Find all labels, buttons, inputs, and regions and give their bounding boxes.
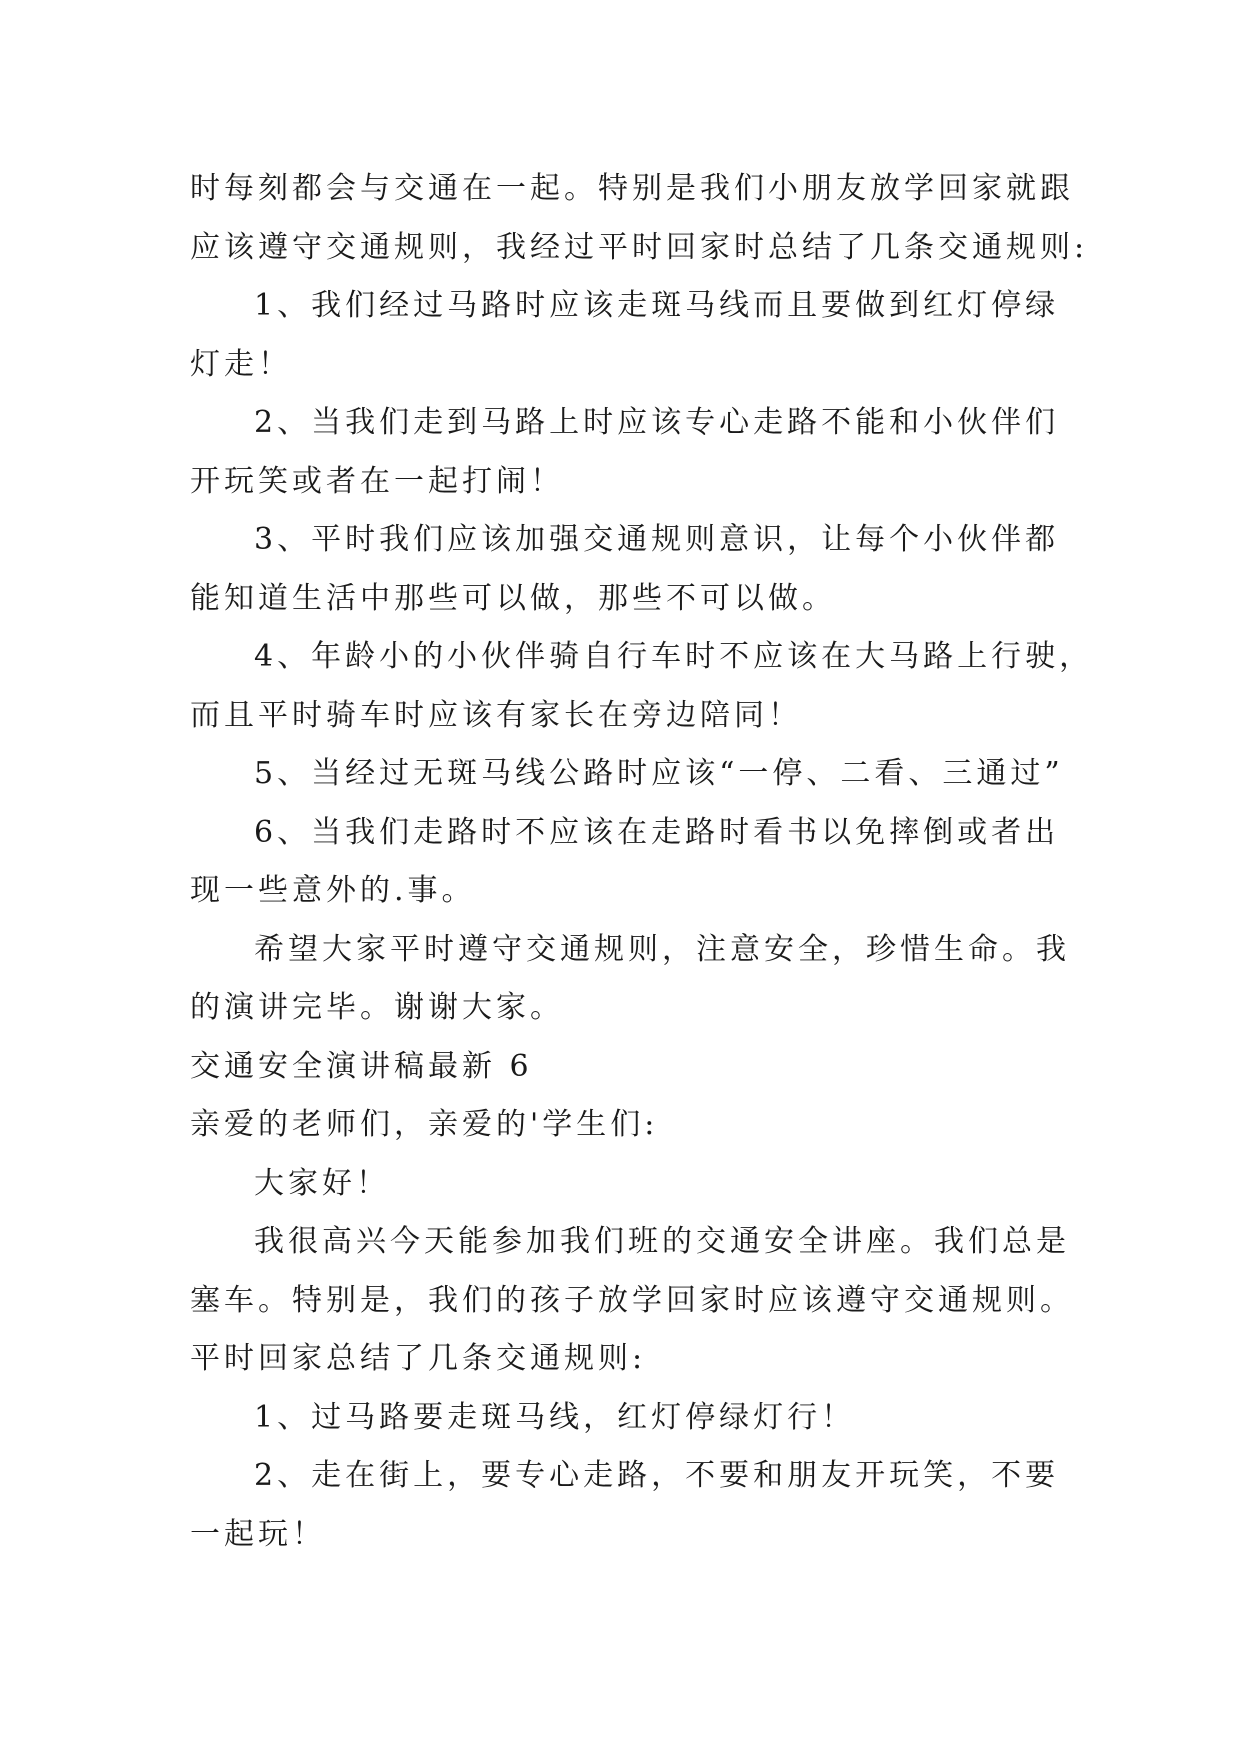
text-line: 开玩笑或者在一起打闹！ [190,463,564,499]
list-item-2-line: 2、走在街上，要专心走路，不要和朋友开玩笑，不要 [254,1458,1060,1493]
list-item-4-line: 4、年龄小的小伙伴骑自行车时不应该在大马路上行驶， [254,639,1094,674]
paragraph-line: 我很高兴今天能参加我们班的交通安全讲座。我们总是 [254,1224,1070,1259]
text-line: 时每刻都会与交通在一起。特别是我们小朋友放学回家就跟 [190,171,1074,206]
list-item-1-line: 1、我们经过马路时应该走斑马线而且要做到红灯停绿 [254,288,1060,323]
list-item-2-line: 2、当我们走到马路上时应该专心走路不能和小伙伴们 [254,405,1060,440]
salutation: 亲爱的老师们，亲爱的'学生们: [190,1107,659,1142]
text-line: 而且平时骑车时应该有家长在旁边陪同！ [190,697,802,733]
list-item-1-line: 1、过马路要走斑马线，红灯停绿灯行！ [254,1399,856,1435]
text-line: 塞车。特别是，我们的孩子放学回家时应该遵守交通规则。 [190,1282,1074,1318]
text-line: 平时回家总结了几条交通规则: [190,1341,647,1376]
greeting: 大家好！ [254,1165,390,1201]
text-line: 的演讲完毕。谢谢大家。 [190,990,564,1025]
section-heading: 交通安全演讲稿最新 6 [190,1048,533,1084]
text-line: 能知道生活中那些可以做，那些不可以做。 [190,580,836,616]
text-line: 应该遵守交通规则，我经过平时回家时总结了几条交通规则: [190,229,1089,265]
closing-paragraph-line: 希望大家平时遵守交通规则，注意安全，珍惜生命。我 [254,931,1070,967]
text-line: 一起玩！ [190,1516,326,1552]
list-item-6-line: 6、当我们走路时不应该在走路时看书以免摔倒或者出 [254,814,1060,850]
text-line: 灯走！ [190,346,292,382]
list-item-3-line: 3、平时我们应该加强交通规则意识，让每个小伙伴都 [254,522,1060,557]
document-body [190,160,1094,1564]
text-line: 现一些意外的.事。 [190,873,476,908]
list-item-5-line: 5、当经过无斑马线公路时应该“一停、二看、三通过” [254,756,1064,791]
